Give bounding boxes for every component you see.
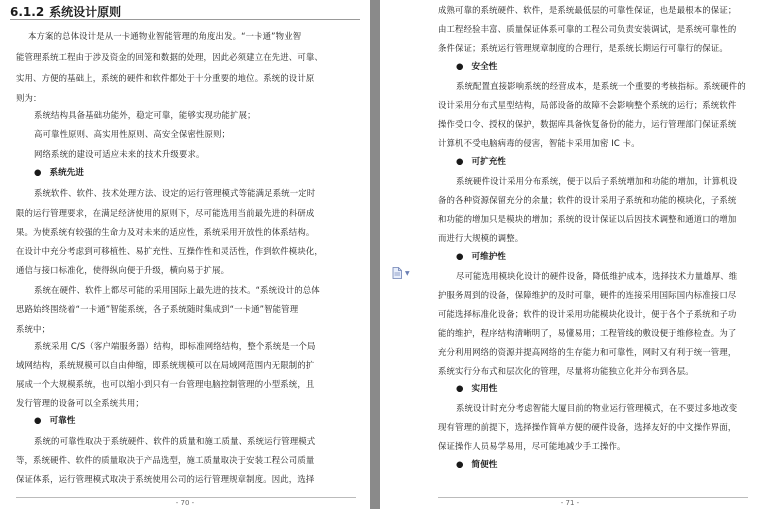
- body-line: 系统实行分布式和层次化的管理，尽量将功能独立化并分布到各层。: [438, 366, 694, 376]
- body-line: 高可靠性原则、高实用性原则、高安全保密性原则；: [34, 129, 231, 139]
- bullet-heading: ● 可靠性: [34, 416, 76, 426]
- body-line: 系统的可靠性取决于系统硬件、软件的质量和施工质量、系统运行管理模式: [34, 436, 316, 446]
- body-line: 系统配置直接影响系统的经营成本，是系统一个重要的考核指标。系统硬件的: [456, 81, 746, 91]
- body-line: 条件保证；系统运行管理规章制度的合理行，是系统长期运行可靠行的保证。: [438, 43, 728, 53]
- document-icon[interactable]: [392, 267, 402, 279]
- bullet-label: 实用性: [471, 384, 498, 394]
- body-line: 操作受口令、授权的保护，数据库具备恢复备份的能力，运行管理部门保证系统: [438, 119, 737, 129]
- footer-rule: [16, 497, 356, 498]
- bullet-heading: ● 可维护性: [456, 252, 506, 262]
- bullet-heading: ● 安全性: [456, 62, 498, 72]
- body-line: 现有管理的前提下，选择操作简单方便的硬件设备，选择友好的中文操作界面，: [438, 422, 737, 432]
- body-line: 保证操作人员易学易用，尽可能地减少手工操作。: [438, 441, 626, 451]
- body-line: 实用、方便的基础上，系统的硬件和软件都处于十分重要的地位。系统的设计原: [16, 73, 315, 83]
- body-line: 尽可能选用模块化设计的硬件设备，降低维护成本，选择技术力量雄厚、维: [456, 271, 738, 281]
- body-line: 域网结构，系统规模可以自由伸缩，即系统规模可以在局域网范围内无限制的扩: [16, 360, 315, 370]
- body-line: 本方案的总体设计是从一卡通物业智能管理的角度出发。“一卡通”物业智: [28, 31, 302, 41]
- bullet-heading: ● 可扩充性: [456, 157, 506, 167]
- bullet-label: 安全性: [471, 62, 498, 72]
- bullet-label: 简便性: [471, 460, 498, 470]
- body-line: 系统结构具备基础功能外，稳定可靠，能够实现功能扩展；: [34, 110, 256, 120]
- body-line: 展成一个大规模系统，也可以缩小到只有一台管理电脑控制管理的小型系统，且: [16, 379, 315, 389]
- body-line: 能管理系统工程由于涉及资金的回笼和数据的处理，因此必须建立在先进、可靠、: [16, 52, 323, 62]
- body-line: 等，系统硬件、软件的质量取决于产品选型，施工质量取决于安装工程公司质量: [16, 455, 315, 465]
- body-line: 系统软件、软件、技术处理方法、设定的运行管理模式等能满足系统一定时: [34, 188, 316, 198]
- body-line: 思路始终围绕着“一卡通”智能系统，各子系统随时集成到“一卡通”智能管理: [16, 304, 299, 314]
- body-line: 由工程经验丰富、质量保证体系可靠的工程公司负责安装调试，是系统可靠性的: [438, 24, 737, 34]
- body-line: 成熟可靠的系统硬件、软件，是系统最低层的可靠性保证，也是最根本的保证；: [438, 5, 737, 15]
- body-line: 通信与接口标准化，使得纵向便于升级，横向易于扩展。: [16, 265, 230, 275]
- page-number: - 70 -: [175, 499, 195, 507]
- body-line: 限的运行管理要求，在满足经济使用的原则下，尽可能选用当前最先进的科研成: [16, 208, 315, 218]
- body-line: 果。为使系统有较强的生命力及对未来的适应性，系统采用开放性的体系结构。: [16, 227, 315, 237]
- body-line: 可能选择标准化设备；软件的设计采用功能模块化设计，便于各个子系统和子功: [438, 309, 737, 319]
- body-line: 系统硬件设计采用分布系统，便于以后子系统增加和功能的增加，计算机设: [456, 176, 738, 186]
- bullet-heading: ● 简便性: [456, 460, 498, 470]
- body-line: 保证体系，运行管理模式取决于系统使用公司的运行管理规章制度。因此，选择: [16, 474, 315, 484]
- heading-number: 6.1.2: [10, 5, 45, 19]
- body-line: 系统中；: [16, 324, 51, 334]
- body-line: 则为：: [16, 93, 42, 103]
- body-line: 能的维护，程序结构清晰明了，易懂易用；工程管线的敷设便于维修检查。为了: [438, 328, 737, 338]
- bullet-label: 可靠性: [49, 416, 76, 426]
- body-line: 系统采用 C/S（客户端服务器）结构，即标准网络结构，整个系统是一个局: [34, 341, 316, 351]
- section-heading: [10, 3, 121, 20]
- bullet-heading: ● 系统先进: [34, 168, 84, 178]
- body-line: 系统设计时充分考虑智能大厦目前的物业运行管理模式，在不要过多地改变: [456, 403, 738, 413]
- left-page: [0, 0, 370, 509]
- body-line: 在设计中充分考虑到可移植性、易扩充性、互操作性和灵活性，作到软件模块化，: [16, 246, 323, 256]
- body-line: 和功能的增加只是模块的增加；系统的设计保证以后因技术调整和通道口的增加: [438, 214, 737, 224]
- right-page: [380, 0, 760, 509]
- page-gutter: [370, 0, 380, 509]
- bullet-heading: ● 实用性: [456, 384, 498, 394]
- footer-rule: [438, 497, 748, 498]
- bullet-label: 可扩充性: [471, 157, 506, 167]
- body-line: 设计采用分布式星型结构，局部设备的故障不会影响整个系统的运行；系统软件: [438, 100, 737, 110]
- bullet-label: 系统先进: [49, 168, 84, 178]
- chevron-down-icon[interactable]: ▼: [405, 270, 410, 277]
- body-line: 护服务周到的设备，保障维护的及时可靠，硬件的连接采用国际国内标准接口尽: [438, 290, 737, 300]
- body-line: 系统在硬件、软件上都尽可能的采用国际上最先进的技术。“系统设计的总体: [34, 285, 320, 295]
- heading-title: 系统设计原则: [49, 5, 122, 19]
- body-line: 充分利用网络的资源并提高网络的生存能力和可靠性，网时又有利于统一管理，: [438, 347, 737, 357]
- body-line: 备的各种资源保留充分的余量；软件的设计采用子系统和功能的模块化，子系统: [438, 195, 737, 205]
- body-line: 计算机不受电脑病毒的侵害，智能卡采用加密 IC 卡。: [438, 138, 640, 148]
- heading-rule: [10, 19, 360, 20]
- body-line: 发行管理的设备可以全系统共用；: [16, 398, 144, 408]
- bullet-label: 可维护性: [471, 252, 506, 262]
- body-line: 而进行大规模的调整。: [438, 233, 524, 243]
- page-number: - 71 -: [560, 499, 580, 507]
- body-line: 网络系统的建设可适应未来的技术升级要求。: [34, 149, 205, 159]
